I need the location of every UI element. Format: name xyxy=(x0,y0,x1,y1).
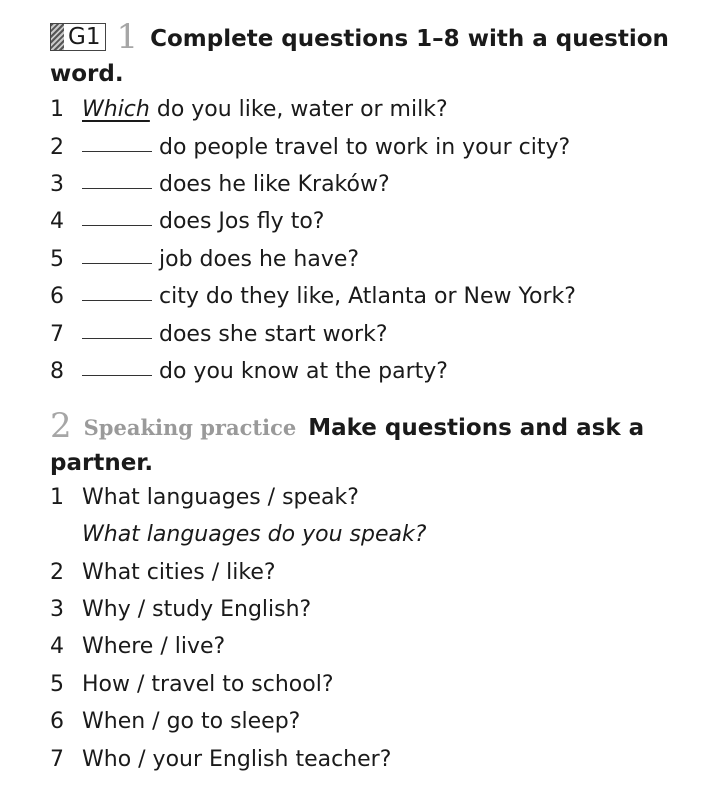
ex2-item-2 xyxy=(50,554,276,591)
item-number: 6 xyxy=(50,709,64,734)
item-number: 4 xyxy=(50,209,64,234)
item-number: 3 xyxy=(50,172,64,197)
ex1-item-1 xyxy=(50,91,448,128)
answer-blank[interactable] xyxy=(82,172,152,189)
exercise-1-heading xyxy=(50,17,710,92)
ex2-item-1 xyxy=(50,479,359,516)
exercise-2-instruction: Make questions and ask a xyxy=(308,415,645,441)
answer-blank[interactable] xyxy=(82,359,152,376)
example-answer-word: Which xyxy=(82,97,150,122)
item-text: How / travel to school? xyxy=(82,672,334,697)
item-number: 7 xyxy=(50,322,64,347)
ex2-item-6 xyxy=(50,703,300,740)
ex1-item-3 xyxy=(50,166,390,203)
item-number: 1 xyxy=(50,97,64,122)
item-number: 1 xyxy=(50,485,64,510)
item-text: do you know at the party? xyxy=(159,359,448,384)
ex1-item-7 xyxy=(50,316,388,353)
ex1-item-6 xyxy=(50,278,576,315)
answer-blank[interactable] xyxy=(82,284,152,301)
item-text: do people travel to work in your city? xyxy=(159,135,571,160)
item-number: 2 xyxy=(50,560,64,585)
item-text: does he like Kraków? xyxy=(159,172,390,197)
item-number: 5 xyxy=(50,672,64,697)
item-text: Why / study English? xyxy=(82,597,312,622)
answer-blank[interactable] xyxy=(82,322,152,339)
item-text: city do they like, Atlanta or New York? xyxy=(159,284,576,309)
exercise-1-instruction: Complete questions 1–8 with a question xyxy=(150,26,669,52)
exercise-1-instruction-cont: word. xyxy=(50,61,124,87)
ex1-item-4 xyxy=(50,203,324,240)
grammar-tag: G1 xyxy=(50,23,106,51)
item-text: Who / your English teacher? xyxy=(82,747,392,772)
ex2-item-7 xyxy=(50,741,391,778)
item-text: What languages / speak? xyxy=(82,485,359,510)
item-number: 8 xyxy=(50,359,64,384)
exercise-2-instruction-cont: partner. xyxy=(50,450,154,476)
ex2-item-5 xyxy=(50,666,334,703)
item-number: 7 xyxy=(50,747,64,772)
exercise-2-subtitle: Speaking practice xyxy=(83,415,297,440)
exercise-2-heading xyxy=(50,406,710,481)
ex2-item-4 xyxy=(50,628,225,665)
ex1-item-5 xyxy=(50,241,359,278)
exercise-1-number: 1 xyxy=(116,17,139,57)
item-text: does Jos fly to? xyxy=(159,209,325,234)
item-text: When / go to sleep? xyxy=(82,709,301,734)
example-answer: What languages do you speak? xyxy=(82,522,427,547)
item-text: does she start work? xyxy=(159,322,388,347)
answer-blank[interactable] xyxy=(82,135,152,152)
ex1-item-8 xyxy=(50,353,448,390)
item-number: 5 xyxy=(50,247,64,272)
item-text: do you like, water or milk? xyxy=(149,97,448,122)
item-number: 3 xyxy=(50,597,64,622)
item-text: job does he have? xyxy=(159,247,360,272)
item-number: 4 xyxy=(50,634,64,659)
item-text: What cities / like? xyxy=(82,560,276,585)
answer-blank[interactable] xyxy=(82,247,152,264)
exercise-2-number: 2 xyxy=(50,406,72,446)
ex2-item-3 xyxy=(50,591,311,628)
item-text: Where / live? xyxy=(82,634,226,659)
item-number: 2 xyxy=(50,135,64,160)
answer-blank[interactable] xyxy=(82,209,152,226)
ex1-item-2 xyxy=(50,129,570,166)
item-number: 6 xyxy=(50,284,64,309)
